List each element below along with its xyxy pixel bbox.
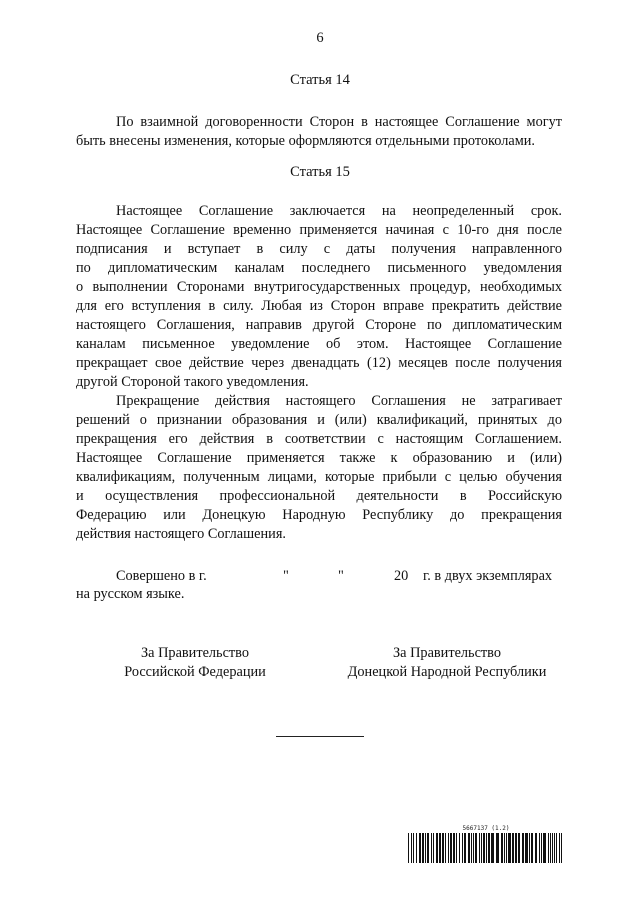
paragraph-line: Настоящее Соглашение временно применяется начиная с 10-го дня после — [76, 222, 562, 238]
paragraph-line: другой Стороной такого уведомления. — [76, 374, 309, 390]
article-15-heading: Статья 15 — [290, 164, 350, 180]
close-quote: " — [338, 568, 344, 584]
article-15-paragraph-2 — [76, 392, 562, 544]
paragraph-line: прекращения его действия в соответствии с настоящим Соглашением. — [76, 431, 562, 447]
paragraph-line: по дипломатическим каналам последнего письменного уведомления — [76, 260, 562, 276]
paragraph-line: Прекращение действия настоящего Соглашения не затрагивает — [116, 393, 562, 409]
paragraph-line: Настоящее Соглашение заключается на неопределенный срок. — [116, 203, 562, 219]
copies-text: г. в двух экземплярах — [423, 568, 553, 584]
paragraph-line: быть внесены изменения, которые оформляются отдельными протоколами. — [76, 133, 535, 149]
paragraph-line: действия настоящего Соглашения. — [76, 526, 286, 542]
done-in-line — [116, 568, 562, 588]
signature-russia-line1: За Правительство — [141, 645, 249, 661]
paragraph-line: подписания и вступает в силу с даты получения направленного — [76, 241, 562, 257]
done-in-prefix: Совершено в г. — [116, 568, 207, 584]
signature-dpr-line2: Донецкой Народной Республики — [347, 664, 547, 680]
page-number: 6 — [316, 30, 324, 46]
year-prefix: 20 — [394, 568, 409, 584]
paragraph-line: прекращает свое действие через двенадцать (12) месяцев после получения — [76, 355, 562, 371]
paragraph-line: решений о признании образования и (или) квалификаций, принятых до — [76, 412, 562, 428]
barcode — [408, 825, 564, 865]
barcode-icon — [408, 833, 564, 863]
signature-russia — [110, 644, 280, 682]
signature-russia-line2: Российской Федерации — [124, 664, 266, 680]
paragraph-line: Федерацию или Донецкую Народную Республику до прекращения — [76, 507, 562, 523]
paragraph-line: квалификациям, полученным лицами, которые прибыли с целью обучения — [76, 469, 562, 485]
paragraph-line: для его вступления в силу. Любая из Сторон вправе прекратить действие — [76, 298, 562, 314]
paragraph-line: и осуществления профессиональной деятельности в Российскую — [76, 488, 562, 504]
open-quote: " — [283, 568, 289, 584]
paragraph-line: Настоящее Соглашение применяется также к образованию и (или) — [76, 450, 562, 466]
article-14-paragraph — [76, 113, 562, 151]
paragraph-line: настоящего Соглашения, направив другой Стороне по дипломатическим — [76, 317, 562, 333]
signature-dpr — [336, 644, 558, 682]
end-rule — [276, 736, 364, 737]
signature-dpr-line1: За Правительство — [393, 645, 501, 661]
language-line: на русском языке. — [76, 586, 185, 602]
paragraph-line: каналам письменное уведомление об этом. Настоящее Соглашение — [76, 336, 562, 352]
barcode-text: 5667137 (1.2) — [462, 825, 510, 832]
article-15-paragraph-1 — [76, 202, 562, 392]
paragraph-line: По взаимной договоренности Сторон в настоящее Соглашение могут — [116, 114, 562, 130]
paragraph-line: о выполнении Сторонами внутригосударственных процедур, необходимых — [76, 279, 562, 295]
article-14-heading: Статья 14 — [290, 72, 350, 88]
